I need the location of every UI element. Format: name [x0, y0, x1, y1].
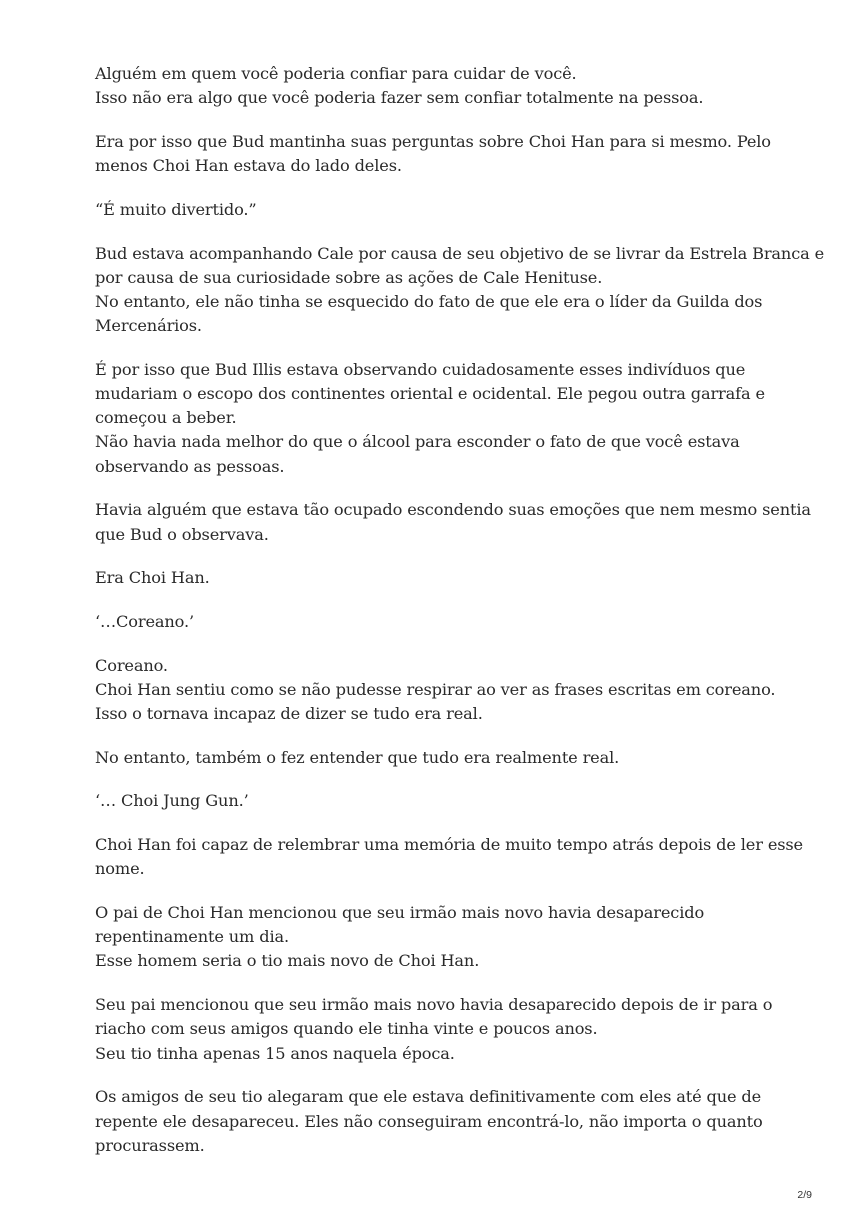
text-line: que Bud o observava.	[95, 524, 269, 544]
paragraph	[95, 993, 795, 1066]
paragraph	[95, 130, 795, 178]
paragraph	[95, 901, 795, 974]
text-line: Coreano.	[95, 655, 168, 675]
paragraph	[95, 833, 803, 881]
text-line: Seu tio tinha apenas 15 anos naquela época.	[95, 1043, 455, 1063]
text-line: observando as pessoas.	[95, 456, 285, 476]
paragraph	[95, 746, 795, 770]
text-line: nome.	[95, 859, 145, 879]
text-line: menos Choi Han estava do lado deles.	[95, 156, 402, 176]
text-line: Era por isso que Bud mantinha suas perguntas sobre Choi Han para si mesmo. Pelo	[95, 131, 771, 151]
text-line: Isso o tornava incapaz de dizer se tudo era real.	[95, 704, 483, 724]
text-line: Era Choi Han.	[95, 568, 210, 588]
page-number: 2/9	[797, 1189, 812, 1201]
text-line: repentinamente um dia.	[95, 927, 289, 947]
text-line: Esse homem seria o tio mais novo de Choi Han.	[95, 951, 480, 971]
paragraph	[95, 498, 811, 546]
text-line: É por isso que Bud Illis estava observando cuidadosamente esses indivíduos que	[95, 359, 746, 379]
text-line: riacho com seus amigos quando ele tinha vinte e poucos anos.	[95, 1019, 598, 1039]
text-line: “É muito divertido.”	[95, 199, 257, 219]
text-line: Os amigos de seu tio alegaram que ele estava definitivamente com eles até que de	[95, 1087, 762, 1107]
text-line: No entanto, também o fez entender que tudo era realmente real.	[95, 747, 620, 767]
paragraph	[95, 1085, 795, 1158]
paragraph	[95, 789, 795, 813]
text-line: começou a beber.	[95, 408, 237, 428]
paragraph	[95, 654, 795, 727]
paragraph	[95, 62, 795, 110]
text-line: ‘… Choi Jung Gun.’	[95, 791, 249, 811]
text-line: Bud estava acompanhando Cale por causa de seu objetivo de se livrar da Estrela Branca e	[95, 243, 825, 263]
text-line: Choi Han foi capaz de relembrar uma memória de muito tempo atrás depois de ler esse	[95, 835, 803, 855]
text-line: No entanto, ele não tinha se esquecido do fato de que ele era o líder da Guilda dos	[95, 291, 763, 311]
text-line: O pai de Choi Han mencionou que seu irmão mais novo havia desaparecido	[95, 903, 705, 923]
text-line: Choi Han sentiu como se não pudesse respirar ao ver as frases escritas em coreano.	[95, 679, 776, 699]
text-line: Isso não era algo que você poderia fazer sem confiar totalmente na pessoa.	[95, 88, 704, 108]
text-line: Alguém em quem você poderia confiar para cuidar de você.	[95, 64, 577, 83]
paragraph	[95, 358, 795, 479]
text-line: Não havia nada melhor do que o álcool para esconder o fato de que você estava	[95, 432, 740, 452]
text-line: Seu pai mencionou que seu irmão mais novo havia desaparecido depois de ir para o	[95, 995, 773, 1015]
text-line: repente ele desapareceu. Eles não conseguiram encontrá-lo, não importa o quanto	[95, 1111, 763, 1131]
text-line: Havia alguém que estava tão ocupado escondendo suas emoções que nem mesmo sentia	[95, 500, 811, 520]
document-body	[95, 62, 825, 1177]
paragraph	[95, 610, 795, 634]
text-line: por causa de sua curiosidade sobre as ações de Cale Henituse.	[95, 267, 603, 287]
paragraph	[95, 198, 795, 222]
text-line: ‘…Coreano.’	[95, 611, 194, 631]
text-line: procurassem.	[95, 1135, 205, 1155]
text-line: mudariam o escopo dos continentes oriental e ocidental. Ele pegou outra garrafa e	[95, 384, 765, 404]
text-line: Mercenários.	[95, 316, 202, 336]
paragraph	[95, 566, 795, 590]
paragraph	[95, 242, 825, 339]
